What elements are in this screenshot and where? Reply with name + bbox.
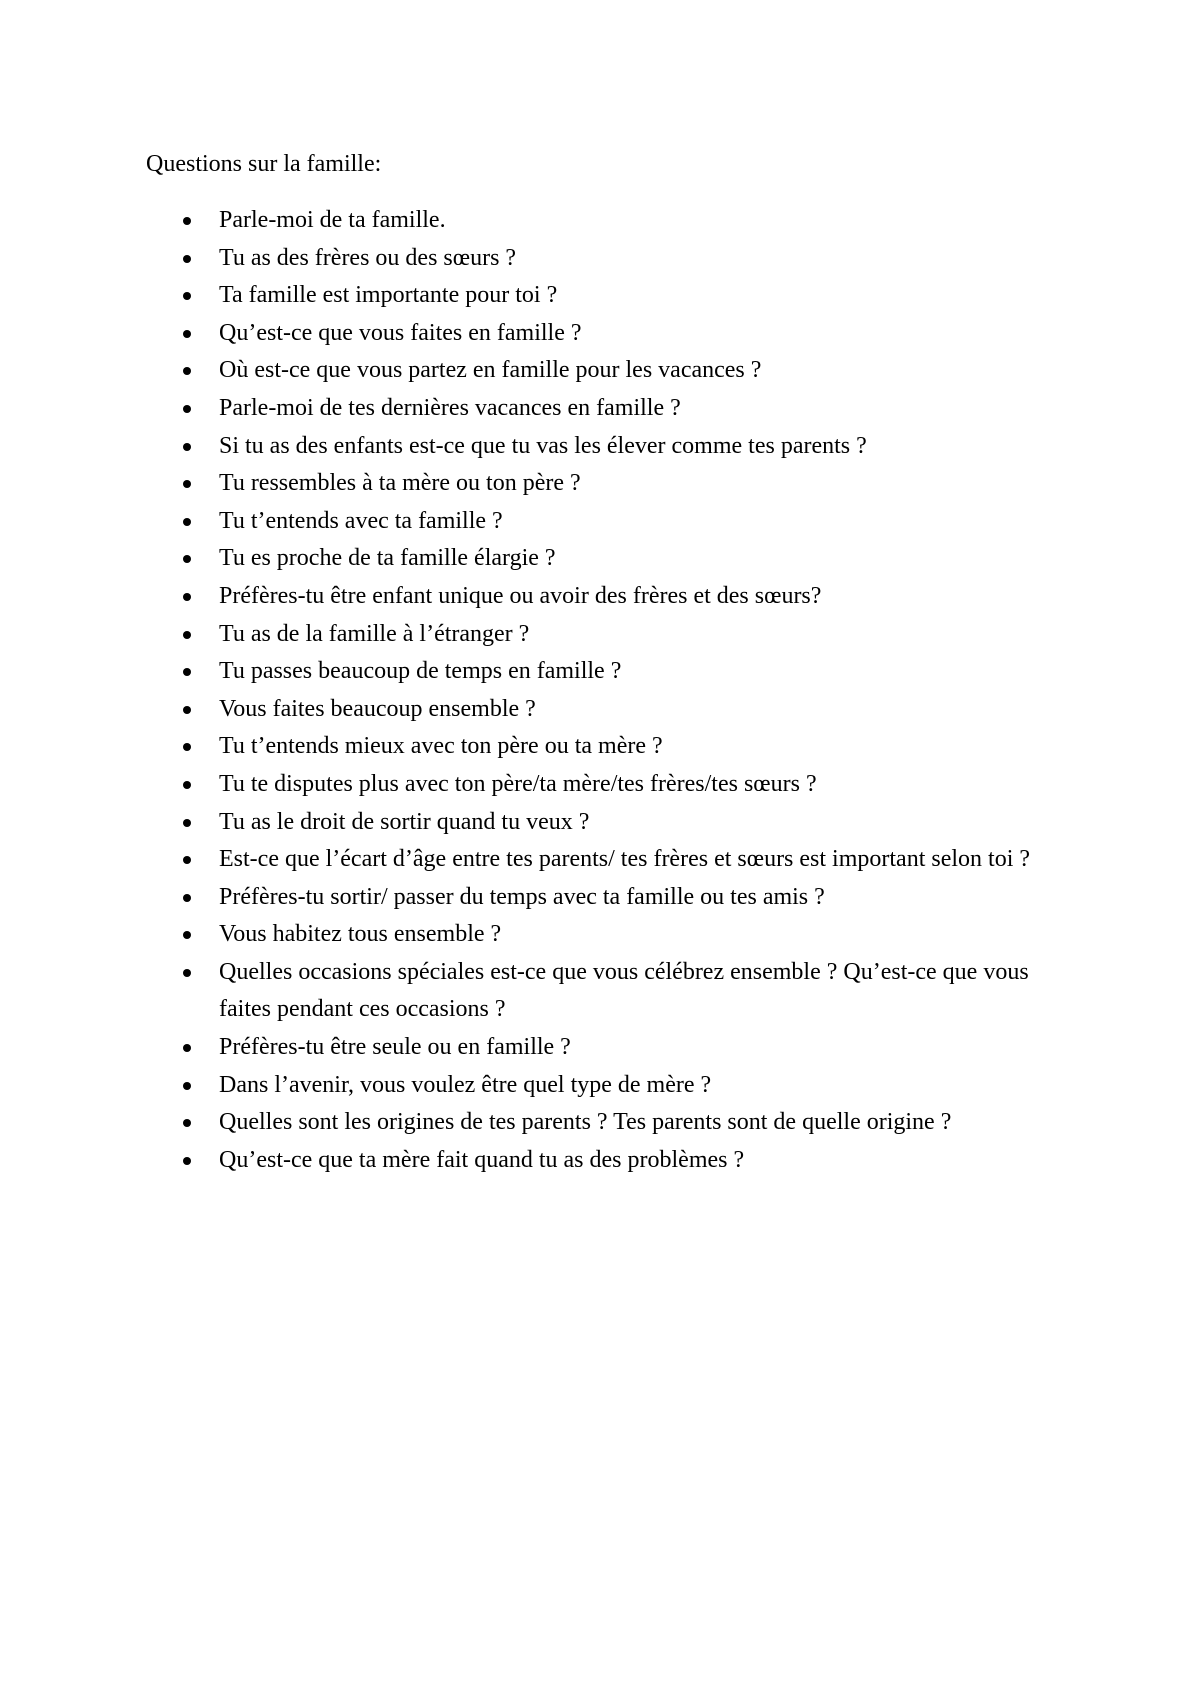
question-text: Tu es proche de ta famille élargie ? [219, 545, 556, 572]
question-text: Tu as des frères ou des sœurs ? [219, 244, 517, 271]
bullet-icon [183, 819, 191, 827]
bullet-icon [183, 405, 191, 413]
question-item [146, 954, 1066, 1029]
bullet-icon [183, 1082, 191, 1090]
question-text: Tu te disputes plus avec ton père/ta mère/tes frères/tes sœurs ? [219, 770, 817, 797]
bullet-icon [183, 480, 191, 488]
bullet-icon [183, 706, 191, 714]
bullet-icon [183, 292, 191, 300]
question-item [146, 916, 1066, 954]
bullet-icon [183, 217, 191, 225]
question-item [146, 653, 1066, 691]
bullet-icon [183, 443, 191, 451]
question-item [146, 616, 1066, 654]
question-item [146, 1029, 1066, 1067]
question-text: Tu t’entends mieux avec ton père ou ta mère ? [219, 733, 663, 760]
question-item [146, 879, 1066, 917]
question-item [146, 578, 1066, 616]
bullet-icon [183, 1119, 191, 1127]
bullet-icon [183, 518, 191, 526]
bullet-icon [183, 856, 191, 864]
bullet-icon [183, 255, 191, 263]
question-text: Parle-moi de ta famille. [219, 207, 446, 233]
bullet-icon [183, 931, 191, 939]
bullet-icon [183, 894, 191, 902]
question-item [146, 728, 1066, 766]
question-item [146, 691, 1066, 729]
question-text: Si tu as des enfants est-ce que tu vas les élever comme tes parents ? [219, 432, 867, 459]
bullet-icon [183, 555, 191, 563]
question-item [146, 352, 1066, 390]
question-text: Est-ce que l’écart d’âge entre tes parents/ tes frères et sœurs est important selon toi ? [219, 846, 1031, 873]
question-text: Vous faites beaucoup ensemble ? [219, 695, 536, 722]
document-title: Questions sur la famille: [146, 151, 382, 177]
question-item [146, 540, 1066, 578]
question-text: Tu ressembles à ta mère ou ton père ? [219, 470, 581, 497]
question-item [146, 277, 1066, 315]
question-item [146, 503, 1066, 541]
question-text: Quelles sont les origines de tes parents ? Tes parents sont de quelle origine ? [219, 1109, 952, 1136]
question-text: Où est-ce que vous partez en famille pour les vacances ? [219, 357, 762, 384]
question-text: Parle-moi de tes dernières vacances en famille ? [219, 394, 681, 421]
bullet-icon [183, 367, 191, 375]
bullet-icon [183, 593, 191, 601]
question-text: Tu passes beaucoup de temps en famille ? [219, 658, 622, 685]
bullet-icon [183, 781, 191, 789]
question-item [146, 1067, 1066, 1105]
question-text: Tu as le droit de sortir quand tu veux ? [219, 808, 590, 835]
question-text: Préfères-tu être enfant unique ou avoir des frères et des sœurs? [219, 582, 822, 609]
question-item [146, 1142, 1066, 1180]
question-text: Préfères-tu sortir/ passer du temps avec ta famille ou tes amis ? [219, 883, 825, 910]
question-item [146, 766, 1066, 804]
question-text: Quelles occasions spéciales est-ce que vous célébrez ensemble ? Qu’est-ce que vous faites pendant ces occasions ? [219, 958, 1029, 1023]
question-item [146, 240, 1066, 278]
question-item [146, 1104, 1066, 1142]
question-text: Tu as de la famille à l’étranger ? [219, 620, 530, 647]
bullet-icon [183, 743, 191, 751]
question-item [146, 202, 1066, 240]
question-text: Qu’est-ce que ta mère fait quand tu as des problèmes ? [219, 1146, 745, 1173]
question-item [146, 428, 1066, 466]
question-text: Qu’est-ce que vous faites en famille ? [219, 319, 582, 346]
question-text: Tu t’entends avec ta famille ? [219, 507, 503, 534]
bullet-icon [183, 631, 191, 639]
question-text: Préfères-tu être seule ou en famille ? [219, 1034, 571, 1061]
bullet-icon [183, 1044, 191, 1052]
bullet-icon [183, 969, 191, 977]
bullet-icon [183, 330, 191, 338]
question-item [146, 465, 1066, 503]
question-item [146, 315, 1066, 353]
question-text: Dans l’avenir, vous voulez être quel type de mère ? [219, 1071, 712, 1098]
question-text: Vous habitez tous ensemble ? [219, 921, 502, 948]
question-item [146, 804, 1066, 842]
bullet-icon [183, 1157, 191, 1165]
question-item [146, 841, 1066, 879]
question-list [146, 202, 1066, 1179]
question-text: Ta famille est importante pour toi ? [219, 282, 558, 309]
bullet-icon [183, 668, 191, 676]
question-item [146, 390, 1066, 428]
